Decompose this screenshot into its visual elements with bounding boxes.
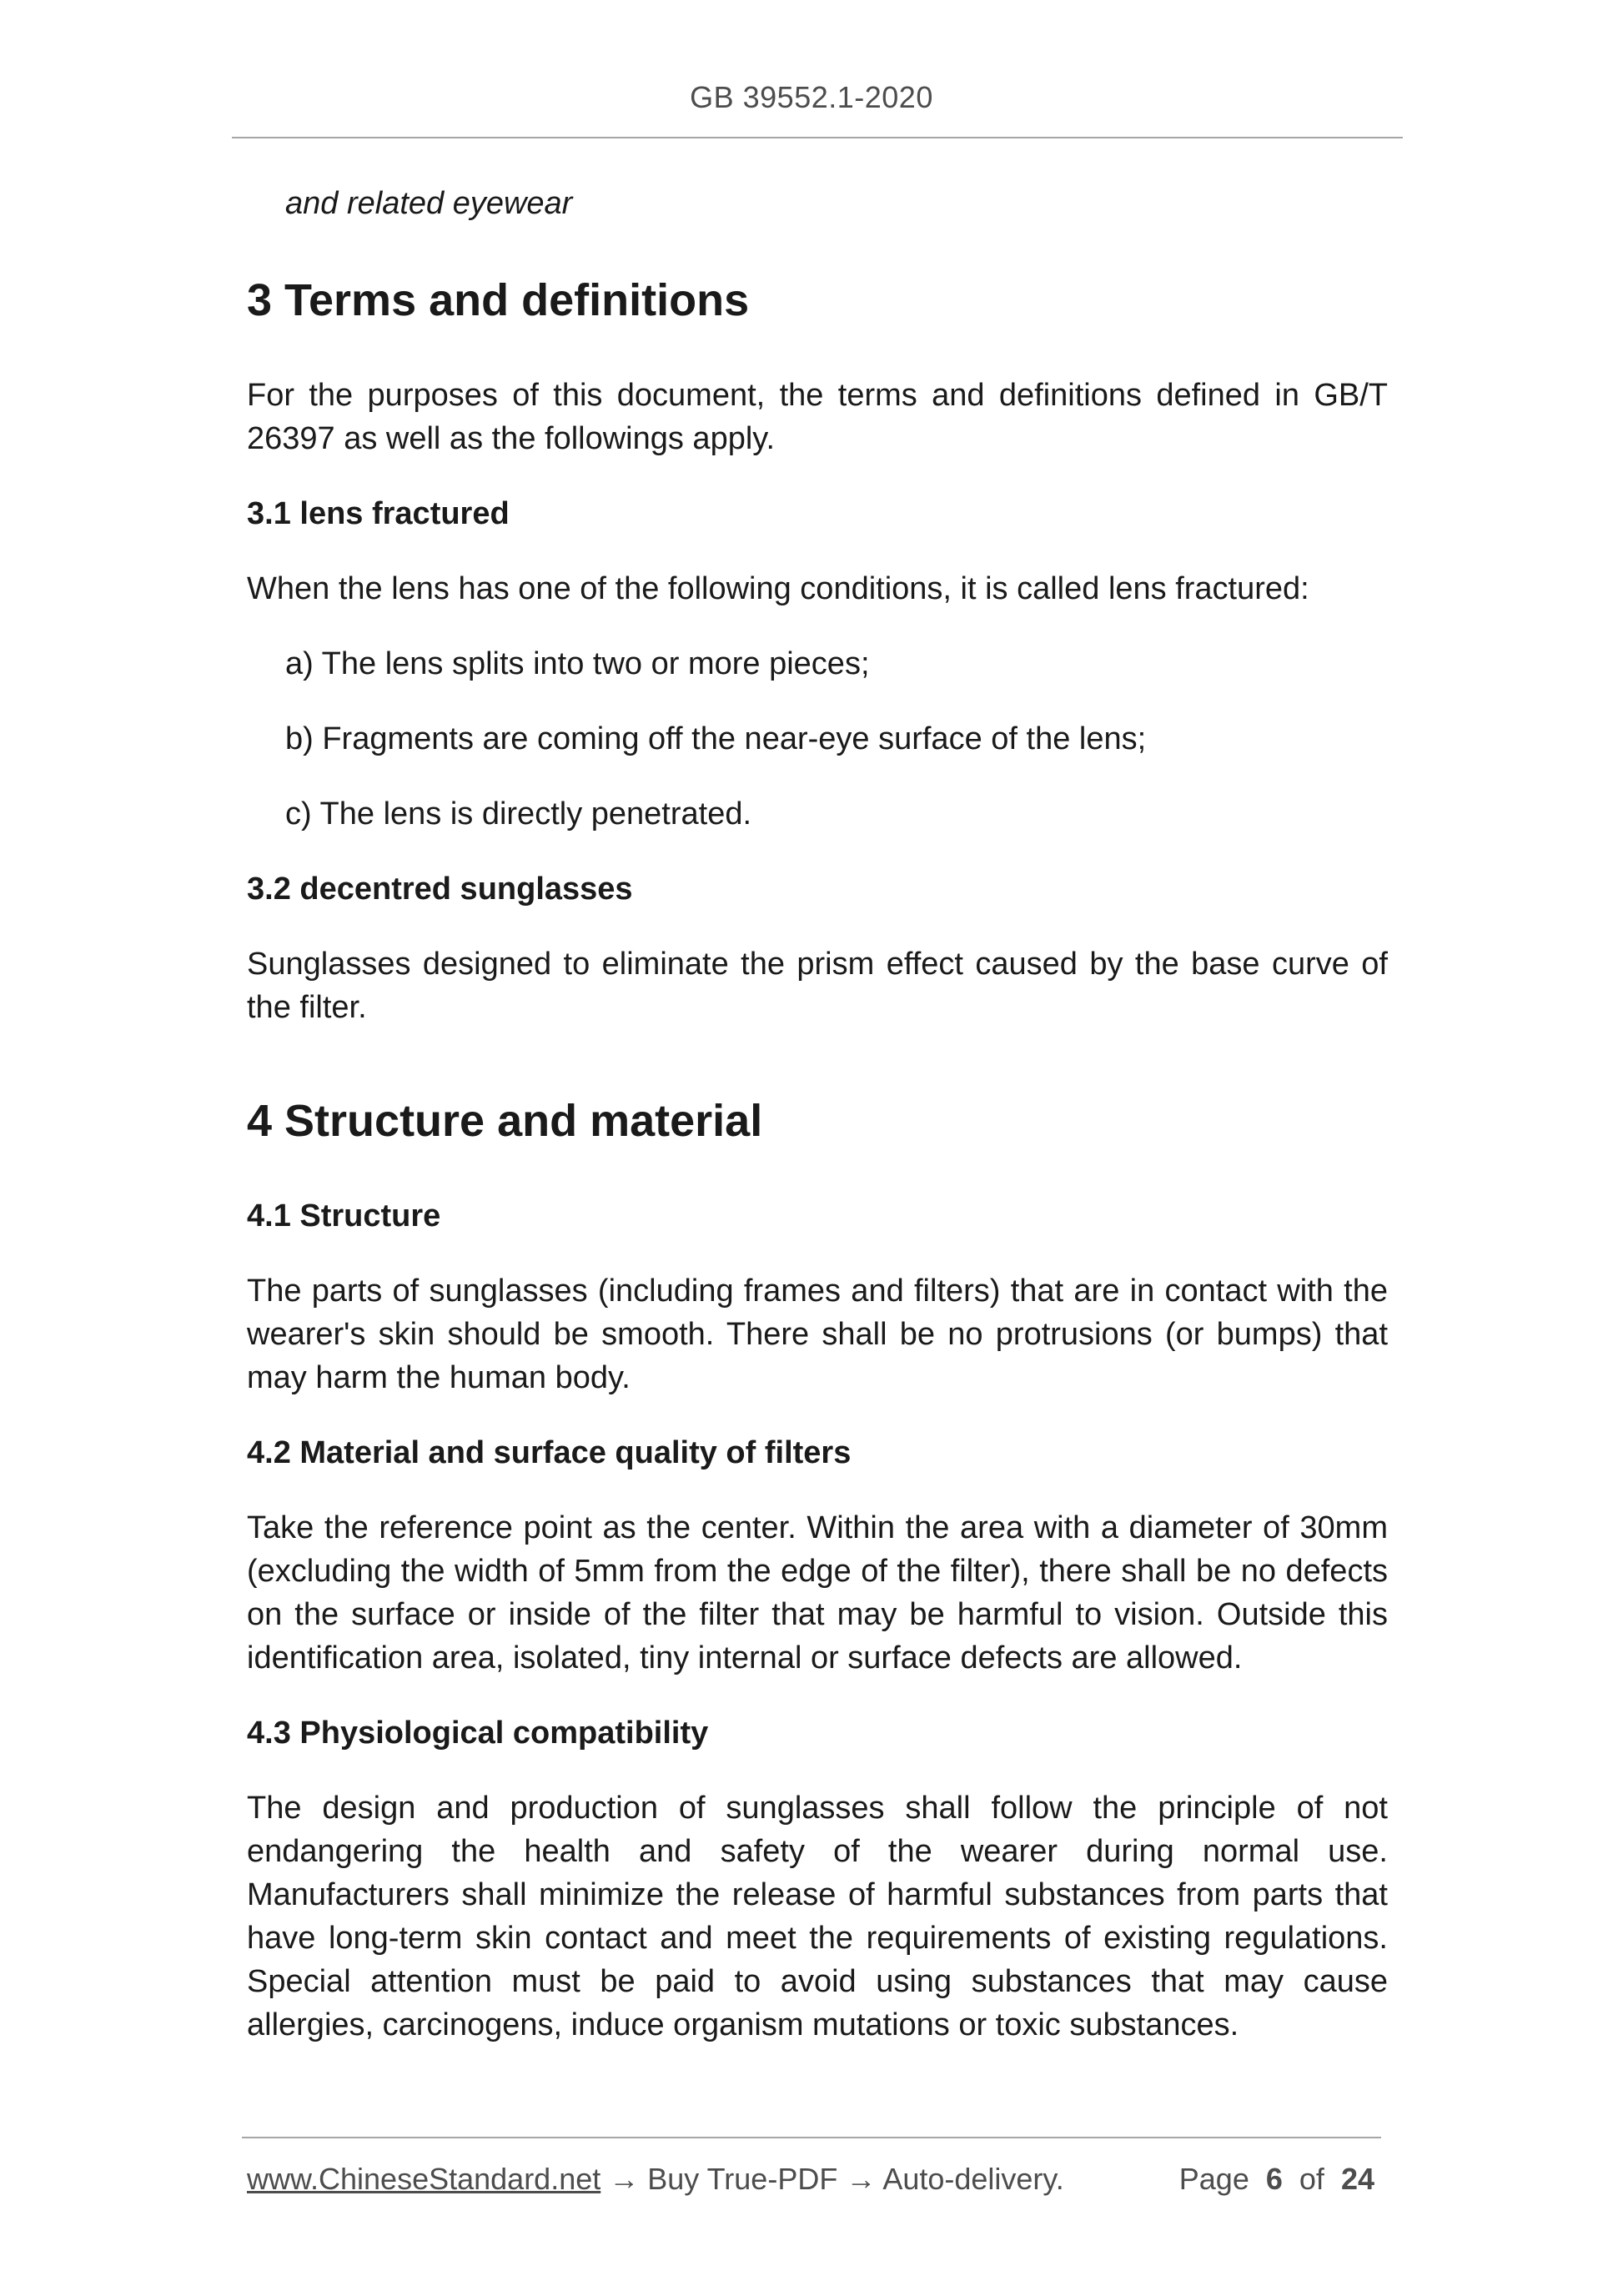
section-3-2-heading: 3.2 decentred sunglasses <box>247 872 633 907</box>
footer-tagline: → Buy True-PDF → Auto-delivery. <box>600 2162 1064 2196</box>
footer-divider <box>242 2137 1381 2138</box>
continuation-text: and related eyewear <box>285 186 573 221</box>
section-4-3-heading: 4.3 Physiological compatibility <box>247 1716 709 1751</box>
section-3-2-text: Sunglasses designed to eliminate the prism effect caused by the base curve of the filter. <box>247 947 1388 1025</box>
website-link[interactable]: www.ChineseStandard.net <box>247 2162 601 2196</box>
page-label: Page <box>1178 2162 1249 2196</box>
footer-promo <box>247 2158 1064 2200</box>
section-3-1-text: When the lens has one of the following conditions, it is called lens fractured: <box>247 571 1309 606</box>
page-number: 6 <box>1265 2162 1283 2196</box>
section-4-heading: 4 Structure and material <box>247 1096 763 1146</box>
list-item: a) The lens splits into two or more pieces; <box>285 646 870 681</box>
page-content <box>247 167 1388 2047</box>
header-divider <box>232 137 1403 138</box>
section-4-2-heading: 4.2 Material and surface quality of filters <box>247 1435 852 1470</box>
section-3-1-heading: 3.1 lens fractured <box>247 496 510 531</box>
running-header: GB 39552.1-2020 <box>690 80 933 114</box>
section-4-2-text: Take the reference point as the center. Within the area with a diameter of 30mm (excluding the width of 5mm from the edge of the filter), there shall be no defects on the surface or inside of the filter that may be harmful to vision. Outside this identification area, isolated, tiny internal or surface defects are allowed. <box>247 1510 1388 1676</box>
section-3-intro: For the purposes of this document, the terms and definitions defined in GB/T 26397 as well as the followings apply. <box>247 378 1388 456</box>
total-pages: 24 <box>1340 2162 1374 2196</box>
section-4-1-text: The parts of sunglasses (including frames and filters) that are in contact with the wearer's skin should be smooth. There shall be no protrusions (or bumps) that may harm the human body. <box>247 1274 1388 1395</box>
section-4-3-text: The design and production of sunglasses shall follow the principle of not endangering the health and safety of the wearer during normal use. Manufacturers shall minimize the release of harmful substances from parts that have long-term skin contact and meet the requirements of existing regulations. Special attention must be paid to avoid using substances that may cause allergies, carcinogens, induce organism mutations or toxic substances. <box>247 1791 1388 2042</box>
page-indicator <box>1179 2158 1374 2200</box>
list-item: c) The lens is directly penetrated. <box>285 796 752 831</box>
of-label: of <box>1299 2162 1324 2196</box>
section-3-heading: 3 Terms and definitions <box>247 275 750 325</box>
list-item: b) Fragments are coming off the near-eye surface of the lens; <box>285 721 1147 756</box>
section-4-1-heading: 4.1 Structure <box>247 1198 441 1233</box>
